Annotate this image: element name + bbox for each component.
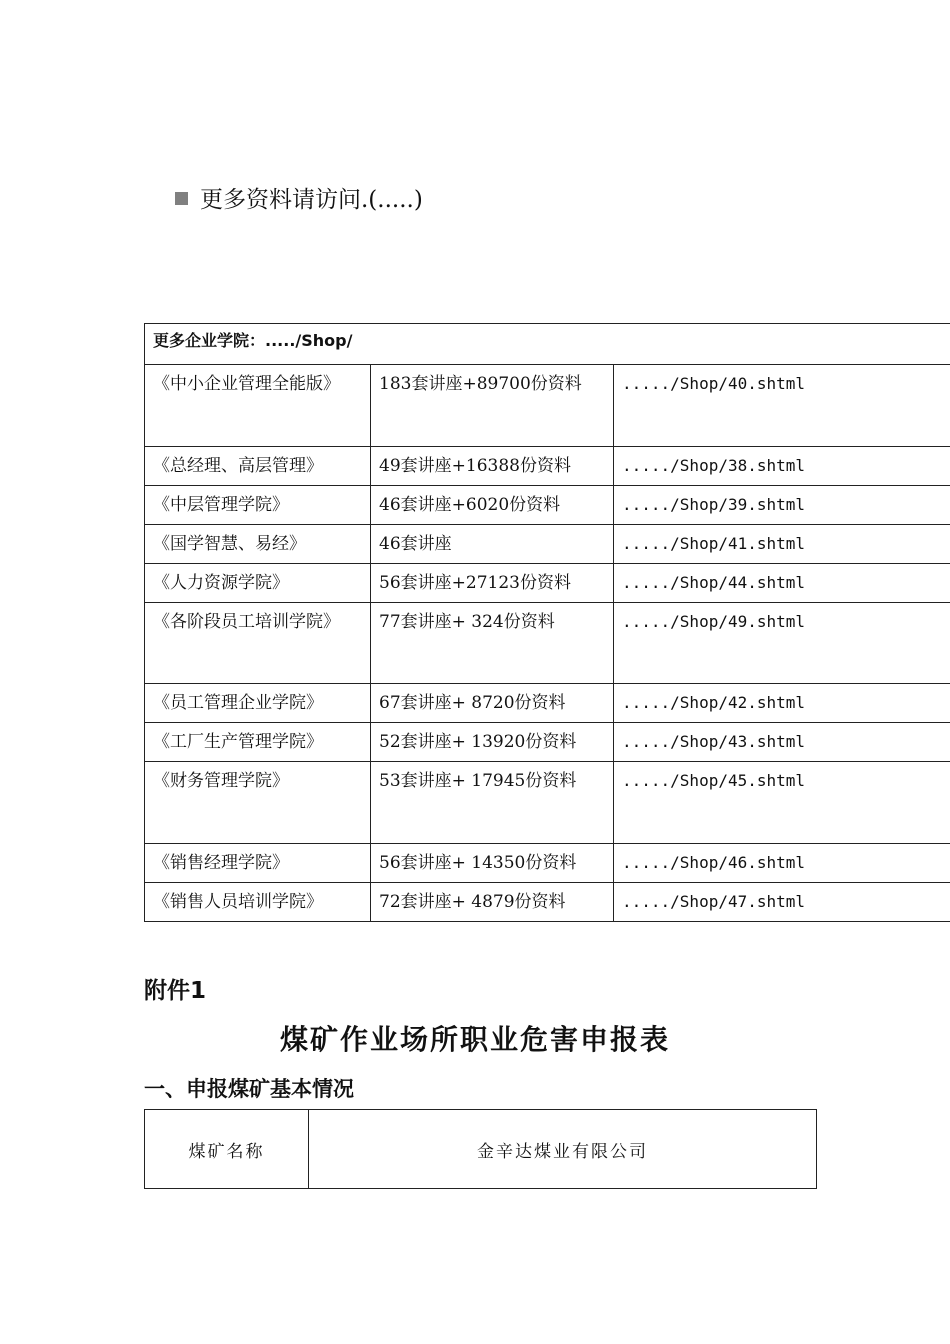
course-link[interactable]: ...../Shop/49.shtml [622,612,806,631]
course-desc: 183套讲座+89700份资料 [379,374,582,394]
course-name: 《人力资源学院》 [153,573,289,593]
course-link[interactable]: ...../Shop/46.shtml [622,853,806,872]
course-desc: 56套讲座+ 14350份资料 [379,853,577,873]
table-header-row [145,324,950,365]
section-title: 一、申报煤矿基本情况 [144,1077,354,1101]
course-name: 《财务管理学院》 [153,771,289,791]
shop-table-header: 更多企业学院：...../Shop/ [145,324,950,365]
document-title: 煤矿作业场所职业危害申报表 [279,1023,670,1056]
mine-name-value: 金辛达煤业有限公司 [309,1110,817,1189]
course-name: 《员工管理企业学院》 [153,693,323,713]
course-desc: 49套讲座+16388份资料 [379,456,571,476]
course-desc: 67套讲座+ 8720份资料 [379,693,566,713]
course-link[interactable]: ...../Shop/40.shtml [622,374,806,393]
course-link[interactable]: ...../Shop/47.shtml [622,892,806,911]
course-desc: 53套讲座+ 17945份资料 [379,771,577,791]
table-row [145,684,950,723]
coal-mine-info-table [144,1109,817,1189]
course-link[interactable]: ...../Shop/41.shtml [622,534,806,553]
course-link[interactable]: ...../Shop/45.shtml [622,771,806,790]
table-row [145,1110,817,1189]
course-desc: 46套讲座 [379,534,452,554]
table-row [145,762,950,844]
course-name: 《销售经理学院》 [153,853,289,873]
table-row [145,564,950,603]
course-desc: 72套讲座+ 4879份资料 [379,892,566,912]
table-row [145,723,950,762]
course-desc: 52套讲座+ 13920份资料 [379,732,577,752]
course-name: 《销售人员培训学院》 [153,892,323,912]
table-row [145,603,950,684]
course-link[interactable]: ...../Shop/43.shtml [622,732,806,751]
course-name: 《工厂生产管理学院》 [153,732,323,752]
course-desc: 56套讲座+27123份资料 [379,573,571,593]
more-info-text: 更多资料请访问.(.....) [200,187,423,213]
table-row [145,447,950,486]
attachment-label: 附件1 [144,978,207,1004]
course-name: 《中层管理学院》 [153,495,289,515]
table-row [145,365,950,447]
course-name: 《中小企业管理全能版》 [153,374,340,394]
course-link[interactable]: ...../Shop/44.shtml [622,573,806,592]
course-link[interactable]: ...../Shop/42.shtml [622,693,806,712]
course-name: 《国学智慧、易经》 [153,534,306,554]
course-link[interactable]: ...../Shop/39.shtml [622,495,806,514]
course-desc: 46套讲座+6020份资料 [379,495,561,515]
course-desc: 77套讲座+ 324份资料 [379,612,555,632]
table-row [145,883,950,922]
table-row [145,525,950,564]
course-name: 《总经理、高层管理》 [153,456,323,476]
course-name: 《各阶段员工培训学院》 [153,612,340,632]
table-row [145,844,950,883]
course-link[interactable]: ...../Shop/38.shtml [622,456,806,475]
table-row [145,486,950,525]
square-bullet-icon [175,192,188,205]
more-info-line [175,182,423,218]
mine-name-label: 煤矿名称 [145,1110,309,1189]
shop-table [144,323,950,922]
